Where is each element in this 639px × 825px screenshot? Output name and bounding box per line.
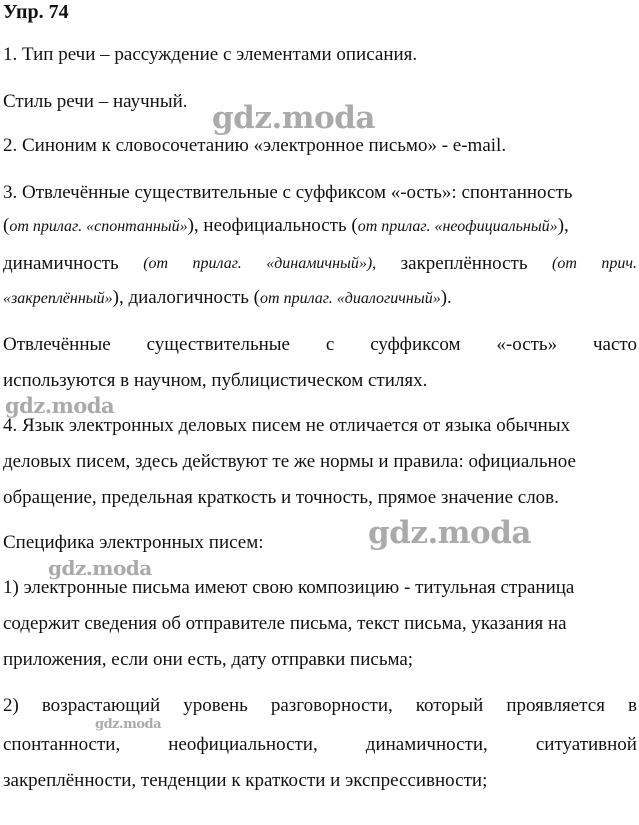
exercise-heading: Упр. 74 — [3, 1, 69, 23]
text-line-nouns-3 — [3, 286, 637, 311]
watermark: gdz.moda — [212, 100, 375, 136]
watermark: gdz.moda — [48, 556, 152, 580]
text-line-usage-1 — [3, 333, 637, 357]
text-line-item1-1: 1) электронные письма имеют свою композицию - титульная страница — [3, 577, 575, 598]
word: в — [627, 695, 637, 716]
italic-note: (от — [551, 255, 577, 272]
word: 2) — [3, 695, 19, 716]
italic-note: «закреплённый» — [3, 290, 113, 307]
text-fragment: ). — [440, 287, 452, 308]
text-fragment: ), диалогичность ( — [112, 287, 261, 308]
word: уровень — [183, 695, 248, 716]
word: «-ость» — [496, 334, 558, 355]
text-line-business-2: деловых писем, здесь действуют те же нормы и правила: официальное — [3, 451, 576, 472]
text-line-item1-2: содержит сведения об отправителе письма, текст письма, указания на — [3, 613, 567, 634]
text-line-business-3: обращение, предельная краткость и точность, прямое значение слов. — [3, 487, 559, 508]
word: с — [325, 334, 335, 355]
italic-note: прилаг. — [192, 255, 242, 272]
watermark: gdz.moda — [5, 393, 115, 418]
word: который — [415, 695, 484, 716]
text-fragment: ( — [3, 215, 10, 236]
word: закреплённость — [400, 253, 528, 274]
word: динамичности, — [365, 734, 488, 755]
text-line-specifics-title: Специфика электронных писем: — [3, 532, 264, 553]
word: разговорности, — [270, 695, 393, 716]
text-line-usage-2: используются в научном, публицистическом стилях. — [3, 370, 428, 391]
italic-note: (от — [143, 255, 169, 272]
text-line-item2-3: закреплённости, тенденции к краткости и экспрессивности; — [3, 770, 488, 791]
text-fragment: ), — [557, 215, 569, 236]
text-line-nouns-intro: 3. Отвлечённые существительные с суффиксом «-ость»: спонтанность — [3, 182, 573, 203]
text-line-speech-style: Стиль речи – научный. — [3, 91, 188, 112]
italic-note: от прилаг. «диалогичный» — [260, 290, 441, 307]
word: возрастающий — [41, 695, 161, 716]
word: Отвлечённые — [3, 334, 111, 355]
text-line-item2-1 — [3, 694, 637, 718]
word: динамичность — [3, 253, 119, 274]
word: существительные — [146, 334, 290, 355]
text-line-speech-type: 1. Тип речи – рассуждение с элементами описания. — [3, 44, 418, 65]
text-line-synonym: 2. Синоним к словосочетанию «электронное письмо» - e-mail. — [3, 135, 507, 156]
text-line-item2-2 — [3, 733, 637, 757]
word: неофициальности, — [168, 734, 318, 755]
word: ситуативной — [535, 734, 637, 755]
text-line-nouns-2 — [3, 252, 637, 276]
word: спонтанности, — [3, 734, 121, 755]
watermark: gdz.moda — [368, 515, 531, 551]
word: проявляется — [506, 695, 605, 716]
text-fragment: ), неофициальность ( — [187, 215, 358, 236]
italic-note: прич. — [601, 255, 637, 272]
italic-note: от прилаг. «спонтанный» — [9, 218, 188, 235]
watermark: gdz.moda — [95, 717, 162, 732]
italic-note: «динамичный»), — [266, 255, 377, 272]
text-line-business-1: 4. Язык электронных деловых писем не отличается от языка обычных — [3, 415, 571, 436]
italic-note: от прилаг. «неофициальный» — [357, 218, 558, 235]
text-line-item1-3: приложения, если они есть, дату отправки письма; — [3, 649, 414, 670]
word: суффиксом — [370, 334, 461, 355]
word: часто — [593, 334, 637, 355]
text-line-nouns-1 — [3, 214, 637, 239]
